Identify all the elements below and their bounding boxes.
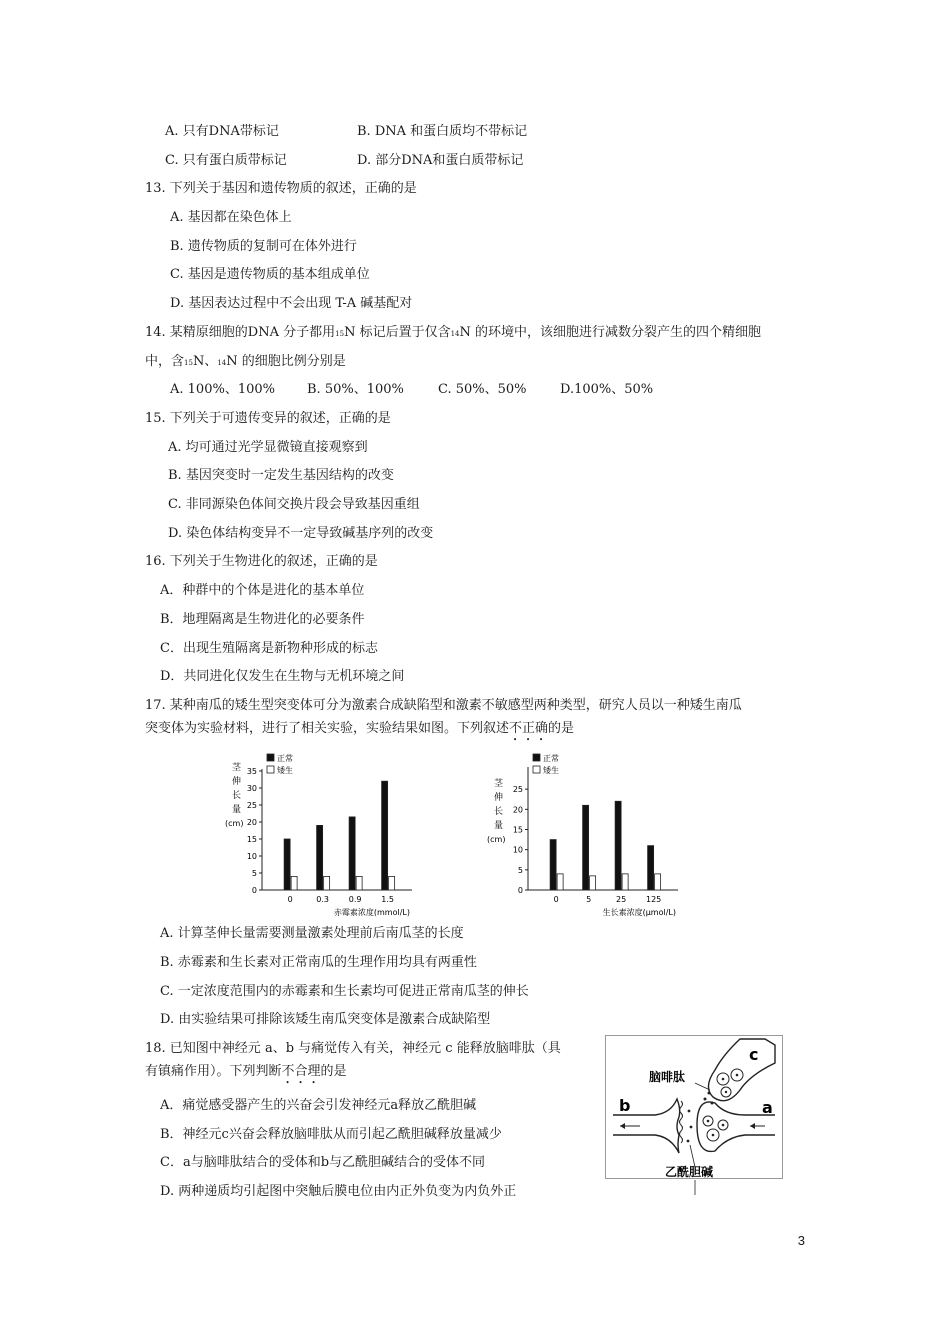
label-enkephalin: 脑啡肽 xyxy=(649,1070,686,1084)
bar-normal xyxy=(317,825,323,890)
legend-swatch xyxy=(267,766,274,773)
label-neuron-c: c xyxy=(749,1045,759,1064)
q13-option-d: D. 基因表达过程中不会出现 T-A 碱基配对 xyxy=(170,296,413,311)
y-tick-label: 15 xyxy=(512,825,523,835)
q18-option-c: C．a与脑啡肽结合的受体和b与乙酰胆碱结合的受体不同 xyxy=(160,1155,486,1170)
q12-option-d: D. 部分DNA和蛋白质带标记 xyxy=(357,153,524,168)
q14-stem-line2: 中，含15N、14N 的细胞比例分别是 xyxy=(145,354,346,369)
q12-option-c: C. 只有蛋白质带标记 xyxy=(165,153,287,168)
q18-option-a: A．痛觉感受器产生的兴奋会引发神经元a释放乙酰胆碱 xyxy=(160,1098,477,1113)
legend-label: 正常 xyxy=(277,754,293,763)
y-tick-label: 30 xyxy=(246,784,257,793)
q17-option-a: A. 计算茎伸长量需要测量激素处理前后南瓜茎的长度 xyxy=(160,926,464,941)
label-neuron-a: a xyxy=(762,1098,773,1117)
x-tick-label: 0.3 xyxy=(316,895,329,904)
x-tick-label: 0 xyxy=(287,895,293,904)
q13-stem: 13. 下列关于基因和遗传物质的叙述，正确的是 xyxy=(145,181,417,196)
bar-normal xyxy=(615,801,621,890)
q13-option-c: C. 基因是遗传物质的基本组成单位 xyxy=(170,267,370,282)
q14-option-b: B. 50%、100% xyxy=(307,382,404,397)
q17-stem: 17. 某种南瓜的矮生型突变体可分为激素合成缺陷型和激素不敏感型两种类型，研究人员以一种矮生南瓜 xyxy=(145,698,742,713)
bar-dwarf xyxy=(557,874,563,890)
q14-stem: 14. 某精原细胞的DNA 分子都用15N 标记后置于仅含14N 的环境中，该细胞进行减数分裂产生的四个精细胞 xyxy=(145,325,762,340)
y-label-char: 伸 xyxy=(494,793,504,803)
q16-option-b: B．地理隔离是生物进化的必要条件 xyxy=(160,612,365,627)
label-acetylcholine: 乙酰胆碱 xyxy=(665,1165,714,1179)
x-tick-label: 125 xyxy=(645,895,662,904)
q14-option-a: A. 100%、100% xyxy=(170,382,275,397)
bar-dwarf xyxy=(590,876,596,890)
q16-option-c: C．出现生殖隔离是新物种形成的标志 xyxy=(160,641,378,656)
q14-option-c: C. 50%、50% xyxy=(438,382,527,397)
bar-dwarf xyxy=(291,876,297,890)
page-number: 3 xyxy=(797,1233,805,1248)
y-label-char: 长 xyxy=(494,807,504,817)
bar-dwarf xyxy=(655,874,661,890)
y-tick-label: 20 xyxy=(512,805,523,815)
bar-normal xyxy=(550,840,556,890)
bar-normal xyxy=(349,817,355,890)
label-neuron-b: b xyxy=(619,1096,631,1115)
x-tick-label: 25 xyxy=(616,895,627,904)
q17-option-c: C. 一定浓度范围内的赤霉素和生长素均可促进正常南瓜茎的伸长 xyxy=(160,984,529,999)
q16-stem: 16. 下列关于生物进化的叙述，正确的是 xyxy=(145,554,378,569)
q18-option-d: D. 两种递质均引起图中突触后膜电位由内正外负变为内负外正 xyxy=(160,1184,517,1199)
x-axis-label: 生长素浓度(μmol/L) xyxy=(602,908,676,917)
y-tick-label: 10 xyxy=(512,845,523,855)
bar-normal xyxy=(284,839,290,890)
q13-option-a: A. 基因都在染色体上 xyxy=(170,210,292,225)
legend-swatch xyxy=(533,754,540,761)
y-tick-label: 25 xyxy=(512,785,523,795)
chart-gibberellin xyxy=(220,752,420,922)
q15-stem: 15. 下列关于可遗传变异的叙述，正确的是 xyxy=(145,411,391,426)
q15-option-d: D. 染色体结构变异不一定导致碱基序列的改变 xyxy=(168,526,434,541)
q14-option-d: D.100%、50% xyxy=(560,382,654,397)
x-tick-label: 0.9 xyxy=(348,895,362,904)
bar-normal xyxy=(583,805,589,890)
y-tick-label: 20 xyxy=(246,818,257,827)
y-label-char: 茎 xyxy=(232,763,242,773)
bar-dwarf xyxy=(356,876,362,890)
q18-option-b: B．神经元c兴奋会释放脑啡肽从而引起乙酰胆碱释放量减少 xyxy=(160,1127,502,1142)
y-label-char: 量 xyxy=(232,805,242,815)
q15-option-a: A. 均可通过光学显微镜直接观察到 xyxy=(168,440,368,455)
y-tick-label: 25 xyxy=(246,801,257,810)
q18-stem: 18. 已知图中神经元 a、b 与痛觉传入有关，神经元 c 能释放脑啡肽（具 xyxy=(145,1041,561,1056)
q17-option-d: D. 由实验结果可排除该矮生南瓜突变体是激素合成缺陷型 xyxy=(160,1012,491,1027)
q12-option-b: B. DNA 和蛋白质均不带标记 xyxy=(357,124,528,139)
y-label-unit: (cm) xyxy=(487,835,506,844)
y-label-char: 伸 xyxy=(232,777,242,787)
y-tick-label: 5 xyxy=(517,865,523,875)
y-label-char: 量 xyxy=(494,821,504,831)
q15-option-c: C. 非同源染色体间交换片段会导致基因重组 xyxy=(168,497,420,512)
x-tick-label: 0 xyxy=(553,895,559,904)
q18-stem-line2: 有镇痛作用）。下列判断不合理的是 xyxy=(145,1064,347,1079)
legend-swatch xyxy=(267,754,274,761)
legend-label: 正常 xyxy=(543,754,559,763)
bar-dwarf xyxy=(324,876,330,890)
q17-option-b: B. 赤霉素和生长素对正常南瓜的生理作用均具有两重性 xyxy=(160,955,477,970)
y-tick-label: 10 xyxy=(246,852,257,861)
y-tick-label: 0 xyxy=(517,886,523,895)
q13-option-b: B. 遗传物质的复制可在体外进行 xyxy=(170,239,357,254)
y-tick-label: 35 xyxy=(246,767,257,776)
bar-dwarf xyxy=(622,874,628,890)
x-tick-label: 1.5 xyxy=(381,895,394,904)
bar-normal xyxy=(382,781,388,890)
bar-dwarf xyxy=(389,876,395,890)
y-label-unit: (cm) xyxy=(225,819,244,828)
legend-label: 矮生 xyxy=(543,766,559,775)
chart-auxin xyxy=(478,752,738,922)
q16-option-a: A．种群中的个体是进化的基本单位 xyxy=(160,583,365,598)
y-tick-label: 0 xyxy=(251,886,257,895)
x-axis-label: 赤霉素浓度(mmol/L) xyxy=(333,908,410,917)
bar-normal xyxy=(648,846,654,890)
y-tick-label: 5 xyxy=(251,869,257,878)
y-tick-label: 15 xyxy=(246,835,257,844)
legend-label: 矮生 xyxy=(277,766,293,775)
q16-option-d: D．共同进化仅发生在生物与无机环境之间 xyxy=(160,669,405,684)
y-label-char: 茎 xyxy=(494,779,504,789)
q17-stem-line2: 突变体为实验材料，进行了相关实验，实验结果如图。下列叙述不正确的是 xyxy=(145,721,575,736)
q12-option-a: A. 只有DNA带标记 xyxy=(165,124,279,139)
q15-option-b: B. 基因突变时一定发生基因结构的改变 xyxy=(168,468,394,483)
synapse-diagram xyxy=(605,1035,783,1195)
y-label-char: 长 xyxy=(232,791,242,801)
x-tick-label: 5 xyxy=(586,895,592,904)
legend-swatch xyxy=(533,766,540,773)
